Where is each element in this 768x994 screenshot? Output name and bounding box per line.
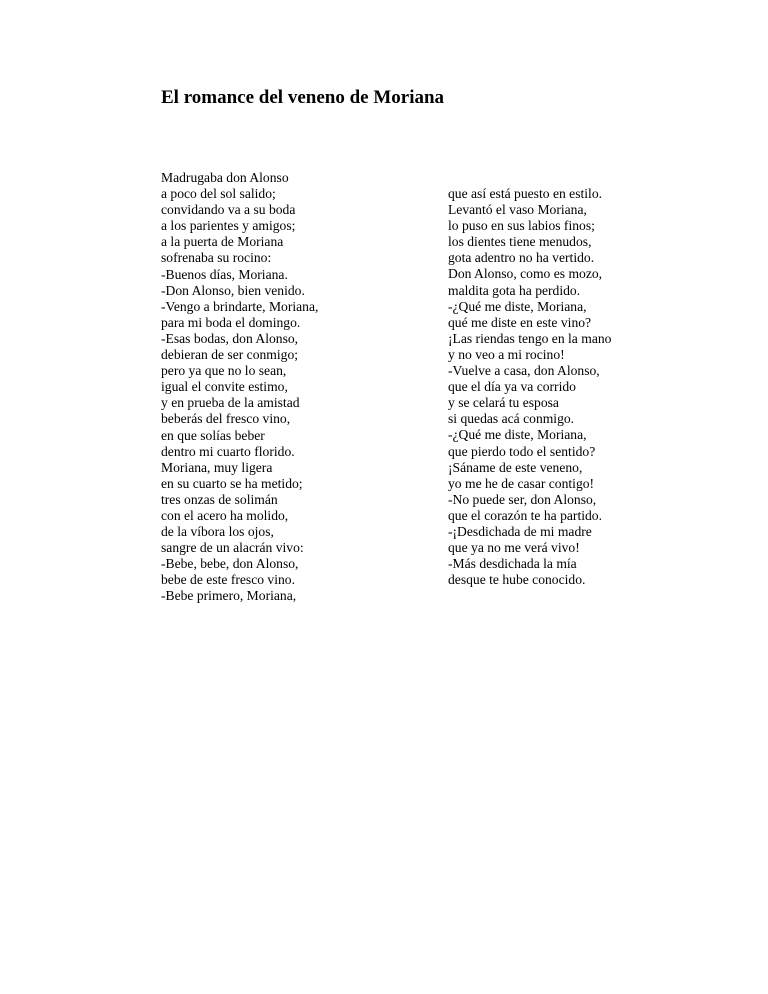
poem-line: y en prueba de la amistad [161,395,300,411]
poem-column-left [161,170,318,605]
poem-line: gota adentro no ha vertido. [448,250,595,266]
poem-line: -Más desdichada la mía [448,556,577,572]
poem-line: -¿Qué me diste, Moriana, [448,298,587,314]
poem-line: que ya no me verá vivo! [448,540,580,556]
poem-line: desque te hube conocido. [448,572,586,588]
poem-line: -Bebe primero, Moriana, [161,588,297,604]
page-title: El romance del veneno de Moriana [161,87,445,108]
poem-line: igual el convite estimo, [161,379,288,395]
poem-line: Levantó el vaso Moriana, [448,202,587,218]
poem-line: Don Alonso, como es mozo, [448,266,603,282]
poem-line: en que solías beber [161,427,265,443]
poem-line: -Bebe, bebe, don Alonso, [161,556,299,572]
poem-line: los dientes tiene menudos, [448,234,592,250]
poem-line: -¡Desdichada de mi madre [448,523,592,539]
poem-line: y se celará tu esposa [448,395,559,411]
poem-line: dentro mi cuarto florido. [161,443,295,459]
poem-line: en su cuarto se ha metido; [161,475,303,491]
poem-line: Madrugaba don Alonso [161,170,289,185]
poem-line: pero ya que no lo sean, [161,363,287,379]
poem-line: para mi boda el domingo. [161,314,301,330]
poem-line: a la puerta de Moriana [161,234,284,250]
poem-line: -Don Alonso, bien venido. [161,282,305,298]
poem-line: que así está puesto en estilo. [448,186,603,201]
poem-line: de la víbora los ojos, [161,524,274,540]
poem-line: -Esas bodas, don Alonso, [161,330,299,346]
poem-line: con el acero ha molido, [161,507,289,523]
poem-line: sangre de un alacrán vivo: [161,540,304,556]
poem-line: lo puso en sus labios finos; [448,218,595,234]
poem-line: convidando va a su boda [161,202,296,218]
poem-line: -No puede ser, don Alonso, [448,491,597,507]
poem-line: ¡Las riendas tengo en la mano [448,330,612,346]
poem-column-right [448,186,611,588]
poem-line: -Vengo a brindarte, Moriana, [161,298,319,314]
poem-line: que el corazón te ha partido. [448,507,602,523]
poem-line: beberás del fresco vino, [161,411,291,427]
poem-line: si quedas acá conmigo. [448,411,575,427]
poem-line: -Buenos días, Moriana. [161,266,288,282]
poem-line: que pierdo todo el sentido? [448,443,596,459]
poem-line: -Vuelve a casa, don Alonso, [448,363,600,379]
poem-line: y no veo a mi rocino! [448,346,565,362]
poem-line: debieran de ser conmigo; [161,347,299,363]
poem-line: qué me diste en este vino? [448,314,592,330]
poem-line: Moriana, muy ligera [161,459,273,475]
poem-line: yo me he de casar contigo! [448,475,595,491]
poem-line: -¿Qué me diste, Moriana, [448,427,587,443]
poem-line: tres onzas de solimán [161,491,278,507]
poem-line: a poco del sol salido; [161,186,276,202]
poem-line: a los parientes y amigos; [161,218,296,234]
poem-line: sofrenaba su rocino: [161,250,272,266]
poem-line: maldita gota ha perdido. [448,282,581,298]
poem-line: que el día ya va corrido [448,379,576,395]
poem-line: ¡Sáname de este veneno, [448,459,583,475]
poem-line: bebe de este fresco vino. [161,572,295,588]
